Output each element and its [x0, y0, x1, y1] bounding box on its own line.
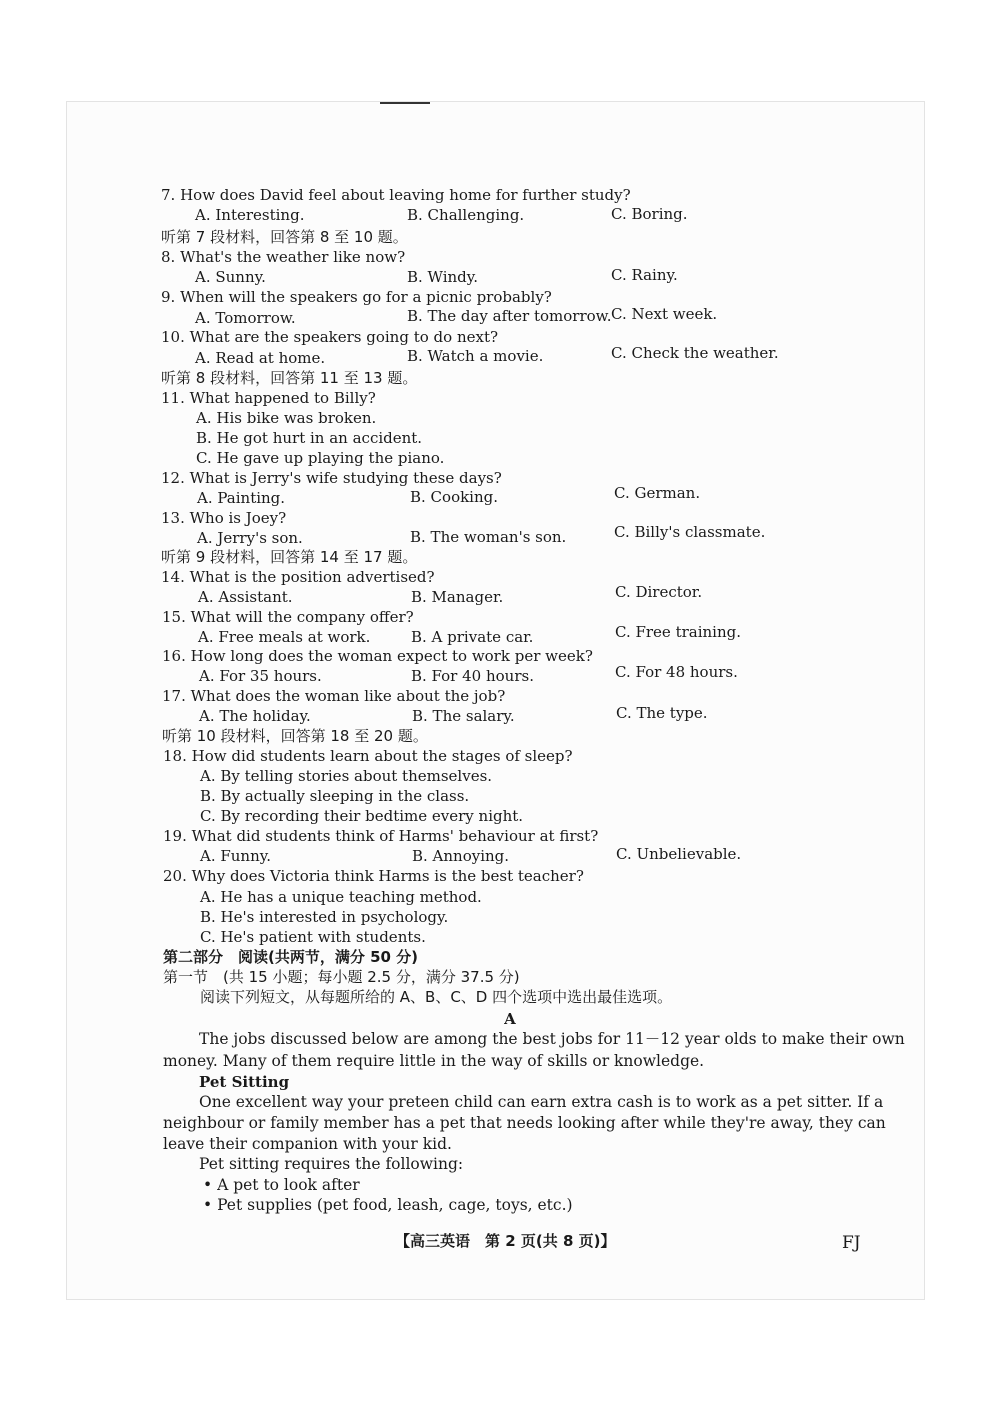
question-12: 12. What is Jerry's wife studying these days?	[161, 469, 502, 487]
passage-line: Pet sitting requires the following:	[199, 1155, 464, 1173]
question-19: 19. What did students think of Harms' behaviour at first?	[163, 827, 599, 845]
q20-option-c: C. He's patient with students.	[200, 928, 426, 946]
q19-option-a: A. Funny.	[200, 847, 272, 865]
region-code: FJ	[842, 1233, 861, 1253]
q16-option-c: C. For 48 hours.	[615, 663, 738, 681]
q15-option-c: C. Free training.	[615, 623, 742, 641]
page-footer: 【高三英语 第 2 页(共 8 页)】	[395, 1232, 616, 1250]
q18-option-c: C. By recording their bedtime every night.	[200, 807, 524, 825]
q18-option-a: A. By telling stories about themselves.	[200, 767, 493, 785]
question-15: 15. What will the company offer?	[162, 608, 414, 626]
q8-option-b: B. Windy.	[407, 268, 479, 286]
q17-option-b: B. The salary.	[412, 707, 515, 725]
q15-option-b: B. A private car.	[411, 628, 534, 646]
q10-option-c: C. Check the weather.	[611, 344, 779, 362]
q20-option-a: A. He has a unique teaching method.	[200, 888, 482, 906]
passage-line: leave their companion with your kid.	[163, 1135, 452, 1153]
q17-option-a: A. The holiday.	[199, 707, 311, 725]
q16-option-a: A. For 35 hours.	[199, 667, 322, 685]
q17-option-c: C. The type.	[616, 704, 708, 722]
q18-option-b: B. By actually sleeping in the class.	[200, 787, 470, 805]
part2-section-1: 第一节 (共 15 小题；每小题 2.5 分，满分 37.5 分)	[163, 968, 520, 986]
q15-option-a: A. Free meals at work.	[198, 628, 371, 646]
question-13: 13. Who is Joey?	[161, 509, 287, 527]
question-14: 14. What is the position advertised?	[161, 568, 435, 586]
q9-option-b: B. The day after tomorrow.	[407, 307, 612, 325]
q12-option-a: A. Painting.	[197, 489, 286, 507]
q13-option-c: C. Billy's classmate.	[614, 523, 766, 541]
q19-option-b: B. Annoying.	[412, 847, 510, 865]
passage-line: neighbour or family member has a pet that needs looking after while they're away, they can	[163, 1114, 886, 1132]
passage-heading: Pet Sitting	[199, 1073, 290, 1091]
q16-option-b: B. For 40 hours.	[411, 667, 534, 685]
passage-line: One excellent way your preteen child can earn extra cash is to work as a pet sitter. If a	[199, 1093, 884, 1111]
question-17: 17. What does the woman like about the job?	[162, 687, 506, 705]
section-heading-7: 听第 7 段材料，回答第 8 至 10 题。	[161, 228, 408, 246]
q9-option-c: C. Next week.	[611, 305, 718, 323]
q11-option-b: B. He got hurt in an accident.	[196, 429, 423, 447]
passage-line: The jobs discussed below are among the best jobs for 11－12 year olds to make their own	[199, 1030, 905, 1048]
question-8: 8. What's the weather like now?	[161, 248, 406, 266]
passage-line: money. Many of them require little in the way of skills or knowledge.	[163, 1052, 705, 1070]
question-7: 7. How does David feel about leaving home for further study?	[161, 186, 631, 204]
q8-option-a: A. Sunny.	[195, 268, 266, 286]
top-rule	[380, 102, 430, 104]
question-16: 16. How long does the woman expect to work per week?	[162, 647, 593, 665]
question-11: 11. What happened to Billy?	[161, 389, 376, 407]
part2-title: 第二部分 阅读(共两节，满分 50 分)	[163, 948, 419, 966]
question-18: 18. How did students learn about the stages of sleep?	[163, 747, 573, 765]
q10-option-a: A. Read at home.	[195, 349, 326, 367]
section-heading-8: 听第 8 段材料，回答第 11 至 13 题。	[161, 369, 418, 387]
q12-option-c: C. German.	[614, 484, 701, 502]
passage-letter: A	[504, 1010, 516, 1028]
question-9: 9. When will the speakers go for a picnic probably?	[161, 288, 552, 306]
q10-option-b: B. Watch a movie.	[407, 347, 544, 365]
question-20: 20. Why does Victoria think Harms is the best teacher?	[163, 867, 584, 885]
q13-option-a: A. Jerry's son.	[197, 529, 303, 547]
bullet-item: • A pet to look after	[203, 1176, 360, 1194]
q8-option-c: C. Rainy.	[611, 266, 678, 284]
q14-option-c: C. Director.	[615, 583, 703, 601]
q11-option-a: A. His bike was broken.	[196, 409, 377, 427]
q19-option-c: C. Unbelievable.	[616, 845, 742, 863]
section-heading-9: 听第 9 段材料，回答第 14 至 17 题。	[161, 548, 418, 566]
q7-option-a: A. Interesting.	[195, 206, 305, 224]
q14-option-a: A. Assistant.	[198, 588, 293, 606]
q11-option-c: C. He gave up playing the piano.	[196, 449, 445, 467]
q13-option-b: B. The woman's son.	[410, 528, 567, 546]
q9-option-a: A. Tomorrow.	[195, 309, 296, 327]
q7-option-b: B. Challenging.	[407, 206, 525, 224]
q20-option-b: B. He's interested in psychology.	[200, 908, 449, 926]
section-heading-10: 听第 10 段材料，回答第 18 至 20 题。	[162, 727, 428, 745]
q12-option-b: B. Cooking.	[410, 488, 499, 506]
q14-option-b: B. Manager.	[411, 588, 504, 606]
part2-instruction: 阅读下列短文，从每题所给的 A、B、C、D 四个选项中选出最佳选项。	[200, 988, 673, 1006]
question-10: 10. What are the speakers going to do next?	[161, 328, 499, 346]
q7-option-c: C. Boring.	[611, 205, 688, 223]
bullet-item: • Pet supplies (pet food, leash, cage, toys, etc.)	[203, 1196, 573, 1214]
